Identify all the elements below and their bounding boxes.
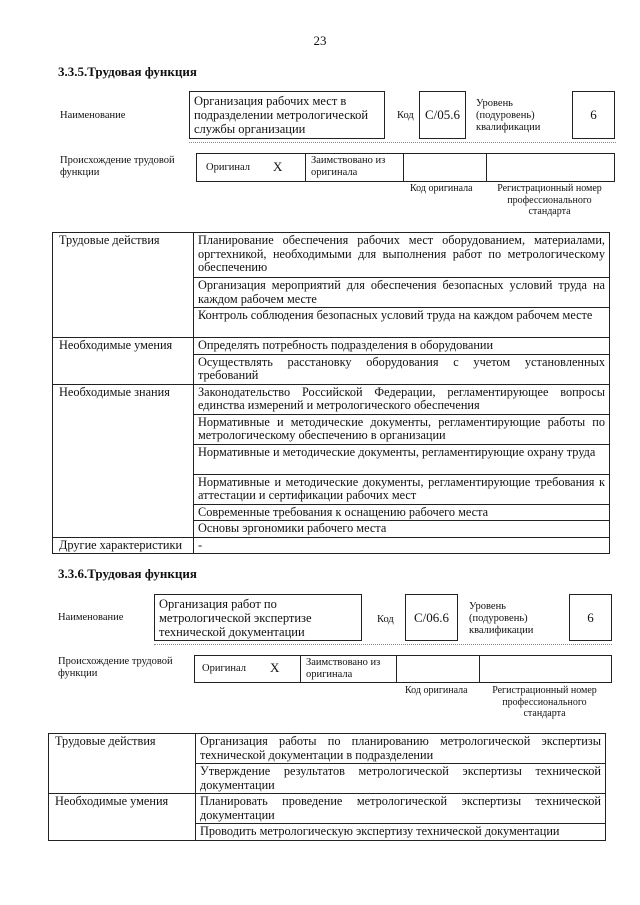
row-key: Необходимые умения bbox=[53, 338, 194, 385]
row-key: Трудовые действия bbox=[49, 734, 196, 794]
level-value-box: 6 bbox=[569, 594, 612, 641]
row-divider bbox=[154, 644, 612, 645]
row-value: Нормативные и методические документы, регламентирующие требования к аттестации и сертификации рабочих мест bbox=[194, 474, 610, 504]
row-value: Планирование обеспечения рабочих мест оборудованием, материалами, оргтехникой, необходимыми для выполнения работ по метрологическому обеспечению bbox=[194, 233, 610, 278]
row-value: Определять потребность подразделения в оборудовании bbox=[194, 338, 610, 355]
row-divider bbox=[189, 142, 616, 143]
row-value: Проводить метрологическую экспертизу технической документации bbox=[196, 824, 606, 841]
borrowed-label: Заимствовано из оригинала bbox=[306, 657, 381, 680]
function-table bbox=[48, 733, 606, 841]
row-key: Трудовые действия bbox=[53, 233, 194, 338]
table-row bbox=[49, 734, 606, 764]
code-value-box: C/06.6 bbox=[405, 594, 458, 641]
origin-divider bbox=[300, 655, 301, 683]
original-label: Оригинал bbox=[202, 663, 246, 674]
reg-num-label: Регистрационный номер профессионального стандарта bbox=[497, 183, 602, 217]
origin-label: Происхождение трудовой функции bbox=[60, 155, 175, 178]
table-row bbox=[53, 537, 610, 554]
level-label: Уровень (подуровень) квалификации bbox=[476, 98, 541, 133]
original-mark: X bbox=[273, 159, 283, 174]
name-label: Наименование bbox=[60, 110, 126, 121]
row-value: Планировать проведение метрологической экспертизы технической документации bbox=[196, 794, 606, 824]
borrowed-label: Заимствовано из оригинала bbox=[311, 155, 386, 178]
origin-box bbox=[196, 153, 615, 182]
level-value-box: 6 bbox=[572, 91, 615, 139]
origin-label: Происхождение трудовой функции bbox=[58, 656, 173, 679]
page-number: 23 bbox=[313, 33, 327, 48]
row-key: Необходимые знания bbox=[53, 384, 194, 537]
table-row bbox=[53, 338, 610, 355]
origin-divider bbox=[403, 153, 404, 182]
row-key: Необходимые умения bbox=[49, 794, 196, 841]
row-value: Основы эргономики рабочего места bbox=[194, 521, 610, 538]
origin-divider bbox=[396, 655, 397, 683]
row-key: Другие характеристики bbox=[53, 537, 194, 554]
row-value: Нормативные и методические документы, регламентирующие охрану труда bbox=[194, 444, 610, 474]
original-label: Оригинал bbox=[206, 162, 250, 173]
function-name-box: Организация рабочих мест в подразделении метрологической службы организации bbox=[189, 91, 385, 139]
name-label: Наименование bbox=[58, 612, 124, 623]
table-row bbox=[53, 233, 610, 278]
orig-code-label: Код оригинала bbox=[405, 685, 468, 696]
row-value: Законодательство Российской Федерации, регламентирующее вопросы единства измерений и метрологического обеспечения bbox=[194, 384, 610, 414]
function-name-box: Организация работ по метрологической экспертизе технической документации bbox=[154, 594, 362, 641]
table-row bbox=[53, 384, 610, 414]
function-table bbox=[52, 232, 610, 554]
origin-box bbox=[194, 655, 612, 683]
section-heading: 3.3.6.Трудовая функция bbox=[58, 566, 197, 581]
original-mark: X bbox=[270, 660, 280, 675]
row-value: Организация работы по планированию метрологической экспертизы технической документации в подразделении bbox=[196, 734, 606, 764]
code-label: Код bbox=[397, 110, 414, 121]
row-value: - bbox=[194, 537, 610, 554]
row-value: Организация мероприятий для обеспечения безопасных условий труда на каждом рабочем месте bbox=[194, 278, 610, 308]
row-value: Контроль соблюдения безопасных условий труда на каждом рабочем месте bbox=[194, 308, 610, 338]
row-value: Современные требования к оснащению рабочего места bbox=[194, 504, 610, 521]
row-value: Осуществлять расстановку оборудования с учетом установленных требований bbox=[194, 354, 610, 384]
table-row bbox=[49, 794, 606, 824]
orig-code-label: Код оригинала bbox=[410, 183, 473, 194]
level-label: Уровень (подуровень) квалификации bbox=[469, 601, 534, 636]
origin-divider bbox=[305, 153, 306, 182]
origin-divider bbox=[479, 655, 480, 683]
origin-divider bbox=[486, 153, 487, 182]
code-value-box: C/05.6 bbox=[419, 91, 466, 139]
reg-num-label: Регистрационный номер профессионального стандарта bbox=[492, 685, 597, 719]
row-value: Утверждение результатов метрологической экспертизы технической документации bbox=[196, 764, 606, 794]
row-value: Нормативные и методические документы, регламентирующие работы по метрологическому обеспечению в организации bbox=[194, 414, 610, 444]
section-heading: 3.3.5.Трудовая функция bbox=[58, 64, 197, 79]
code-label: Код bbox=[377, 614, 394, 625]
